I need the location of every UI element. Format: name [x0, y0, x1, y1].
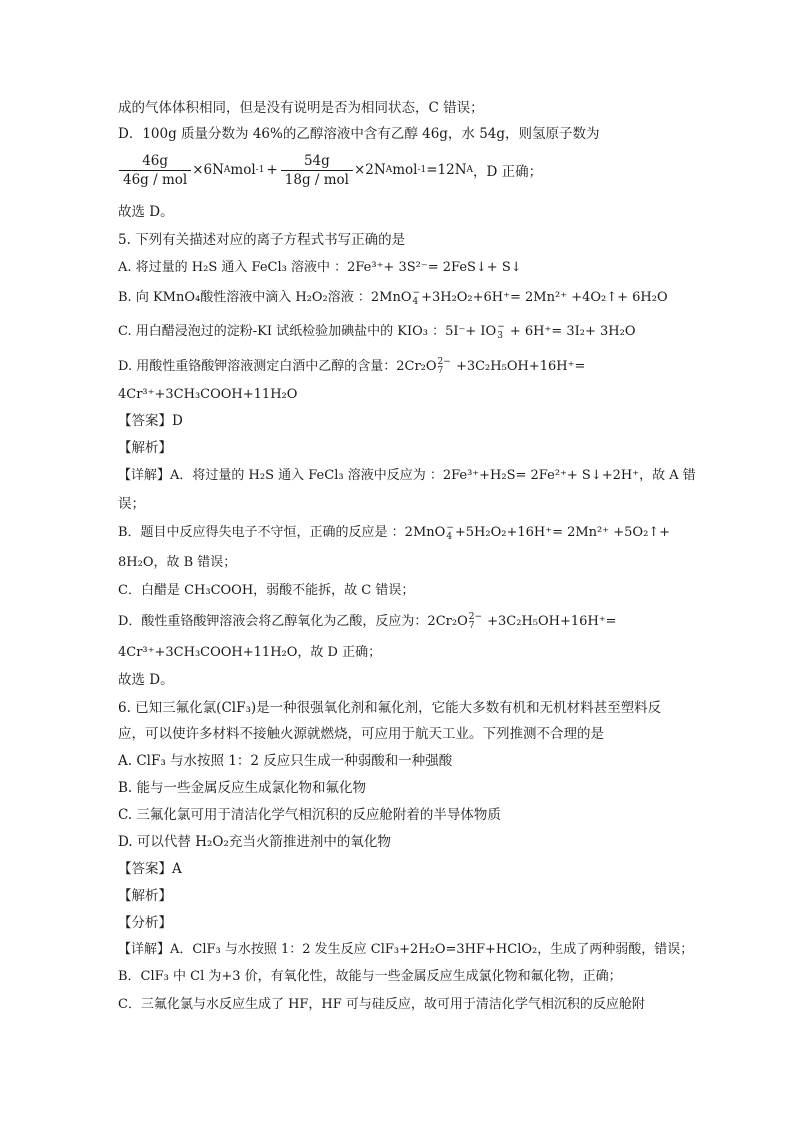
text-line: C．白醋是 CH₃COOH，弱酸不能拆，故 C 错误；: [118, 583, 415, 598]
question-6-option-a: A. ClF₃ 与水按照 1：2 反应只生成一种弱酸和一种强酸: [118, 753, 453, 769]
analysis-header: 【分析】: [118, 915, 172, 931]
text-line: 故选 D。: [118, 204, 174, 220]
fraction-ethanol: $\frac{46g}{\text{46g / mol}}$: [119, 152, 191, 189]
text-line: 8H₂O，故 B 错误；: [118, 555, 237, 570]
answer-label: 【答案】D: [118, 413, 183, 429]
question-6-option-c: C. 三氟化氯可用于清洁化学气相沉积的反应舱附着的半导体物质: [118, 807, 501, 823]
question-6-option-b: B. 能与一些金属反应生成氯化物和氟化物: [118, 780, 367, 796]
question-5-stem: 5. 下列有关描述对应的离子方程式书写正确的是: [118, 232, 406, 248]
text-line: D．酸性重铬酸钾溶液会将乙醇氧化为乙酸，反应为：2Cr₂O 2− 7 +3C₂H₅OH+16H⁺=: [118, 611, 617, 631]
text-line: 4Cr³⁺+3CH₃COOH+11H₂O: [118, 387, 298, 402]
question-5-option-d: D. 用酸性重铬酸钾溶液测定白酒中乙醇的含量：2Cr₂O 2− 7 +3C₂H₅OH+16H⁺=: [118, 356, 586, 376]
text-line: 【详解】A．ClF₃ 与水按照 1：2 发生反应 ClF₃+2H₂O=3HF+HClO₂，生成了两种弱酸，错误；: [118, 942, 694, 957]
text-line: 故选 D。: [118, 672, 174, 688]
analysis-label: 【解析】: [118, 440, 172, 456]
text-line: 【详解】A．将过量的 H₂S 通入 FeCl₃ 溶液中反应为 ：2Fe³⁺+H₂S= 2Fe²⁺+ S↓+2H⁺，故 A 错: [118, 468, 696, 483]
answer-label: 【答案】A: [118, 861, 182, 877]
text-line: D．100g 质量分数为 46%的乙醇溶液中含有乙醇 46g，水 54g，则氢原子数为: [118, 126, 600, 142]
analysis-label: 【解析】: [118, 888, 172, 904]
fraction-water: $\frac{54g}{\text{18g / mol}}$: [281, 152, 353, 189]
text-line: B．题目中反应得失电子不守恒，正确的反应是 ：2MnO − 4 +5H₂O₂+16H⁺= 2Mn²⁺ +5O₂↑+: [118, 522, 671, 542]
text-line: B．ClF₃ 中 Cl 为+3 价，有氧化性，故能与一些金属反应生成氯化物和氟化物，正确；: [118, 969, 622, 984]
question-5-option-a: A. 将过量的 H₂S 通入 FeCl₃ 溶液中 ：2Fe³⁺+ 3S²⁻= 2FeS↓+ S↓: [118, 260, 522, 275]
text-line: 成的气体体积相同，但是没有说明是否为相同状态，C 错误；: [118, 100, 484, 116]
question-5-option-b: B. 向 KMnO₄酸性溶液中滴入 H₂O₂溶液 ：2MnO − 4 +3H₂O₂+6H⁺= 2Mn²⁺ +4O₂↑+ 6H₂O: [118, 287, 668, 307]
question-6-stem-cont: 应，可以使许多材料不接触火源就燃烧，可应用于航天工业。下列推测不合理的是: [118, 726, 604, 742]
text-line: 误；: [118, 496, 145, 512]
hydrogen-atom-equation: $\frac{46g}{\text{46g / mol}}$ ×6N A mol -1 + $\frac{54g}{\text{18g / mol}}$ ×2N A mol -1 =12N A ，D 正确；: [118, 148, 542, 192]
question-6-option-d: D. 可以代替 H₂O₂充当火箭推进剂中的氧化物: [118, 834, 391, 850]
question-5-option-c: C. 用白醋浸泡过的淀粉-KI 试纸检验加碘盐中的 KIO₃ ：5I⁻+ IO − 3 + 6H⁺= 3I₂+ 3H₂O: [118, 321, 636, 341]
text-line: 4Cr³⁺+3CH₃COOH+11H₂O，故 D 正确；: [118, 645, 382, 660]
question-6-stem: 6. 已知三氟化氯(ClF₃)是一种很强氧化剂和氟化剂，它能大多数有机和无机材料甚至塑料反: [118, 700, 662, 716]
text-line: C．三氟化氯与水反应生成了 HF，HF 可与硅反应，故可用于清洁化学气相沉积的反应舱附: [118, 997, 645, 1012]
